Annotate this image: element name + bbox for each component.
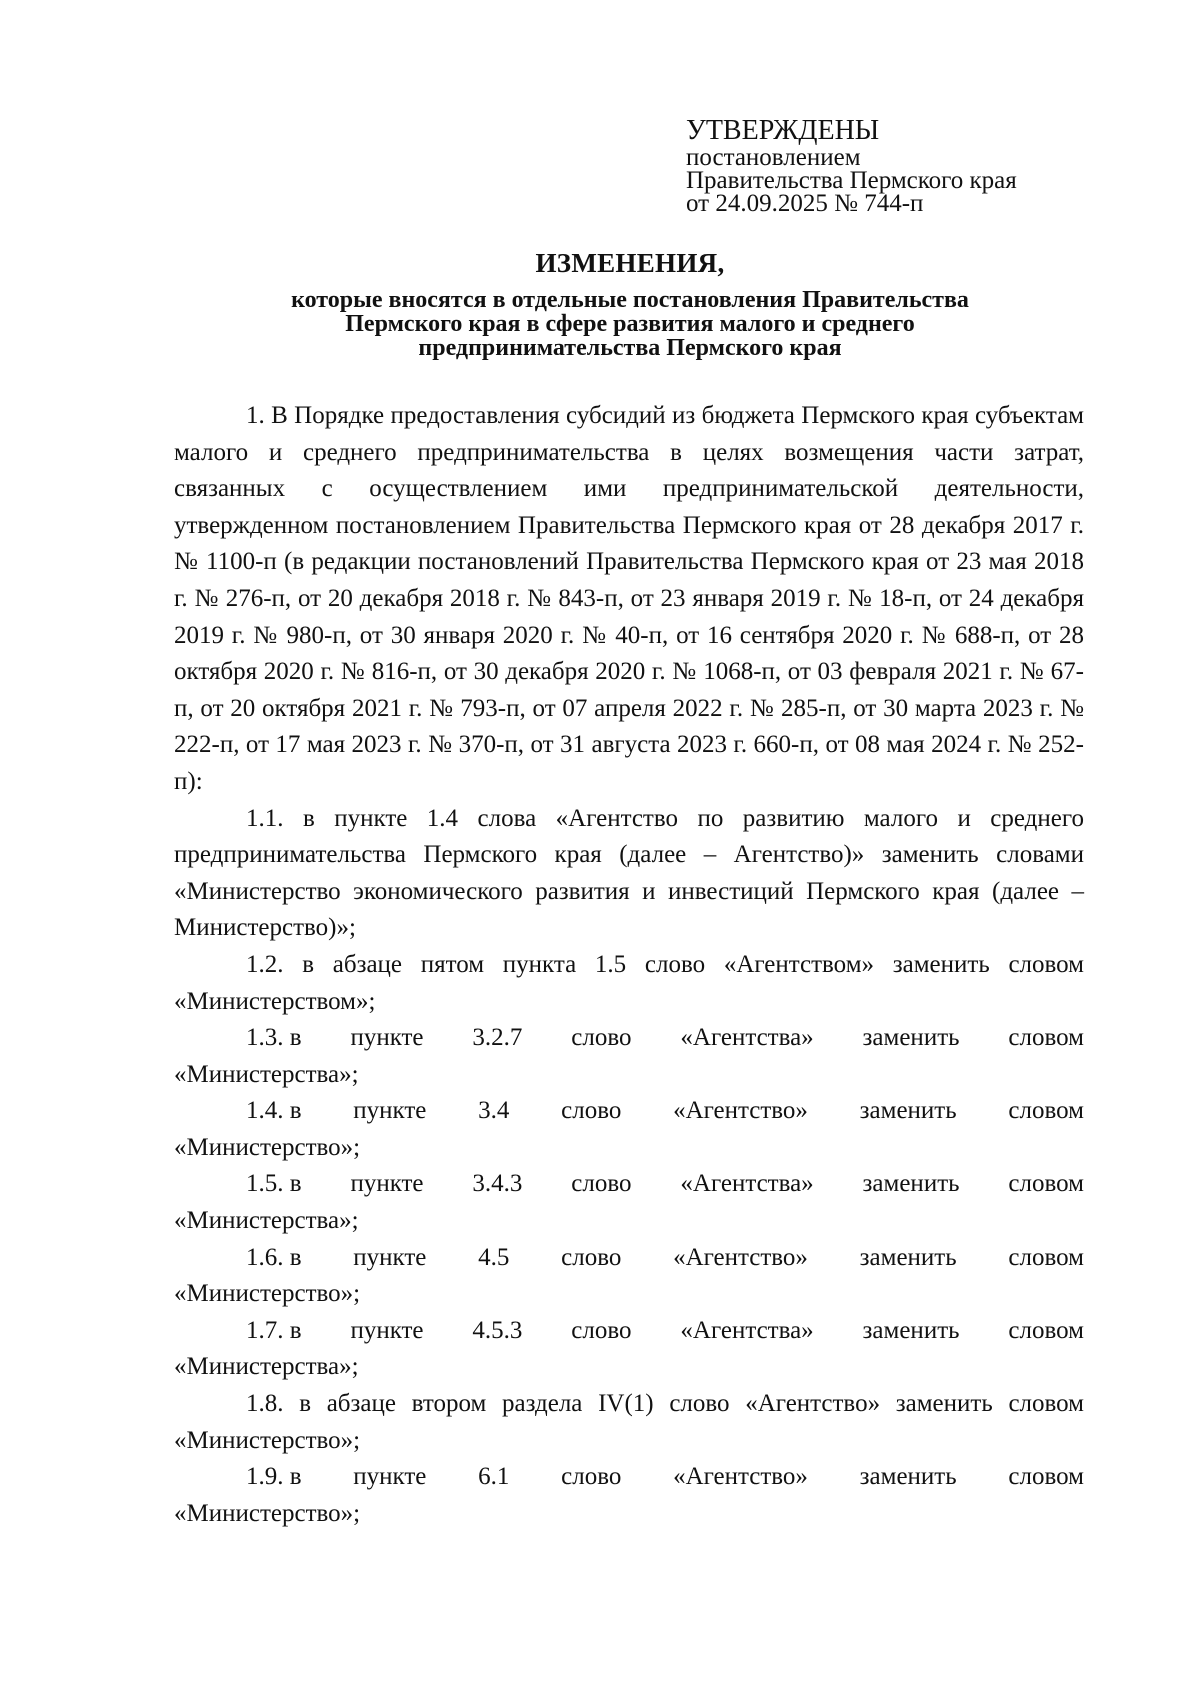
item-word: пункте [353, 1243, 427, 1271]
item-ref: 3.4 [478, 1097, 510, 1125]
paragraph-1-5 [174, 1166, 1084, 1239]
item-word: пункте [350, 1024, 424, 1052]
item-old-word: «Агентства» [680, 1024, 814, 1052]
item-word: слово [561, 1097, 622, 1125]
item-word: заменить [862, 1024, 960, 1052]
paragraph-1-3 [174, 1020, 1084, 1093]
document-subtitle [0, 288, 1200, 360]
item-old-word: «Агентство» [673, 1243, 808, 1271]
paragraph-1-9 [174, 1459, 1084, 1532]
item-word: слово [571, 1316, 632, 1344]
item-ref: 4.5 [478, 1243, 510, 1271]
document-title: ИЗМЕНЕНИЯ, [535, 248, 725, 278]
item-new-word: «Министерства»; [174, 1353, 359, 1381]
item-word: пункте [350, 1170, 424, 1198]
item-word: заменить [859, 1243, 957, 1271]
item-new-word: «Министерства»; [174, 1207, 359, 1235]
item-word: слово [561, 1243, 622, 1271]
item-word: словом [1008, 1097, 1084, 1125]
item-number: 1.5. в [246, 1170, 302, 1198]
item-word: словом [1008, 1170, 1084, 1198]
item-new-word: «Министерства»; [174, 1060, 359, 1088]
item-ref: 6.1 [478, 1463, 510, 1491]
item-old-word: «Агентство» [673, 1463, 808, 1491]
item-number: 1.4. в [246, 1097, 302, 1125]
item-number: 1.3. в [246, 1024, 302, 1052]
paragraph-1-6 [174, 1240, 1084, 1313]
item-word: слово [571, 1170, 632, 1198]
item-old-word: «Агентства» [680, 1316, 814, 1344]
subtitle-line: предпринимательства Пермского края [418, 335, 842, 361]
item-word: словом [1008, 1316, 1084, 1344]
item-old-word: «Агентство» [673, 1097, 808, 1125]
item-number: 1.6. в [246, 1243, 302, 1271]
item-ref: 3.4.3 [472, 1170, 523, 1198]
item-word: слово [571, 1024, 632, 1052]
item-ref: 4.5.3 [472, 1316, 523, 1344]
paragraph-1-1: 1.1. в пункте 1.4 слова «Агентство по развитию малого и среднего предпринимательства Пермского края (далее – Агентство)» заменить словами «Министерство экономического развития и инвестиций Пермского края (далее – Министерство)»; [174, 804, 1084, 942]
item-word: пункте [353, 1097, 427, 1125]
item-word: словом [1008, 1243, 1084, 1271]
item-new-word: «Министерство»; [174, 1133, 361, 1161]
approval-line: Правительства Пермского края [686, 167, 1017, 194]
item-word: словом [1008, 1463, 1084, 1491]
paragraph-1: 1. В Порядке предоставления субсидий из бюджета Пермского края субъектам малого и среднего предпринимательства в целях возмещения части затрат, связанных с осуществлением ими предпринимательской деятельности, утвержденном постановлением Правительства Пермского края от 28 декабря 2017 г. № 1100-п (в редакции постановлений Правительства Пермского края от 23 мая 2018 г. № 276-п, от 20 декабря 2018 г. № 843-п, от 23 января 2019 г. № 18-п, от 24 декабря 2019 г. № 980-п, от 30 января 2020 г. № 40-п, от 16 сентября 2020 г. № 688-п, от 28 октября 2020 г. № 816-п, от 30 декабря 2020 г. № 1068-п, от 03 февраля 2021 г. № 67-п, от 20 октября 2021 г. № 793-п, от 07 апреля 2022 г. № 285-п, от 30 марта 2023 г. № 222-п, от 17 мая 2023 г. № 370-п, от 31 августа 2023 г. 660-п, от 08 мая 2024 г. № 252-п): [174, 402, 1084, 795]
item-new-word: «Министерство»; [174, 1280, 361, 1308]
item-word: заменить [859, 1097, 957, 1125]
item-number: 1.7. в [246, 1316, 302, 1344]
item-new-word: «Министерство»; [174, 1499, 361, 1527]
item-number: 1.9. в [246, 1463, 302, 1491]
approval-line: от 24.09.2025 № 744-п [686, 190, 924, 217]
paragraph-1-8: 1.8. в абзаце втором раздела IV(1) слово «Агентство» заменить словом «Министерство»; [174, 1390, 1084, 1454]
item-word: заменить [862, 1170, 960, 1198]
subtitle-line: Пермского края в сфере развития малого и среднего [345, 311, 915, 337]
paragraph-1-7 [174, 1313, 1084, 1386]
document-body [174, 398, 1084, 1532]
approval-line: постановлением [686, 144, 861, 171]
item-word: заменить [862, 1316, 960, 1344]
item-word: пункте [353, 1463, 427, 1491]
subtitle-line: которые вносятся в отдельные постановления Правительства [291, 287, 969, 313]
item-word: заменить [859, 1463, 957, 1491]
item-ref: 3.2.7 [472, 1024, 523, 1052]
approval-heading: УТВЕРЖДЕНЫ [686, 115, 880, 146]
approval-stamp [686, 116, 1017, 215]
item-word: пункте [350, 1316, 424, 1344]
paragraph-1-4 [174, 1093, 1084, 1166]
item-word: слово [561, 1463, 622, 1491]
item-old-word: «Агентства» [680, 1170, 814, 1198]
paragraph-1-2: 1.2. в абзаце пятом пункта 1.5 слово «Агентством» заменить словом «Министерством»; [174, 950, 1084, 1015]
item-word: словом [1008, 1024, 1084, 1052]
